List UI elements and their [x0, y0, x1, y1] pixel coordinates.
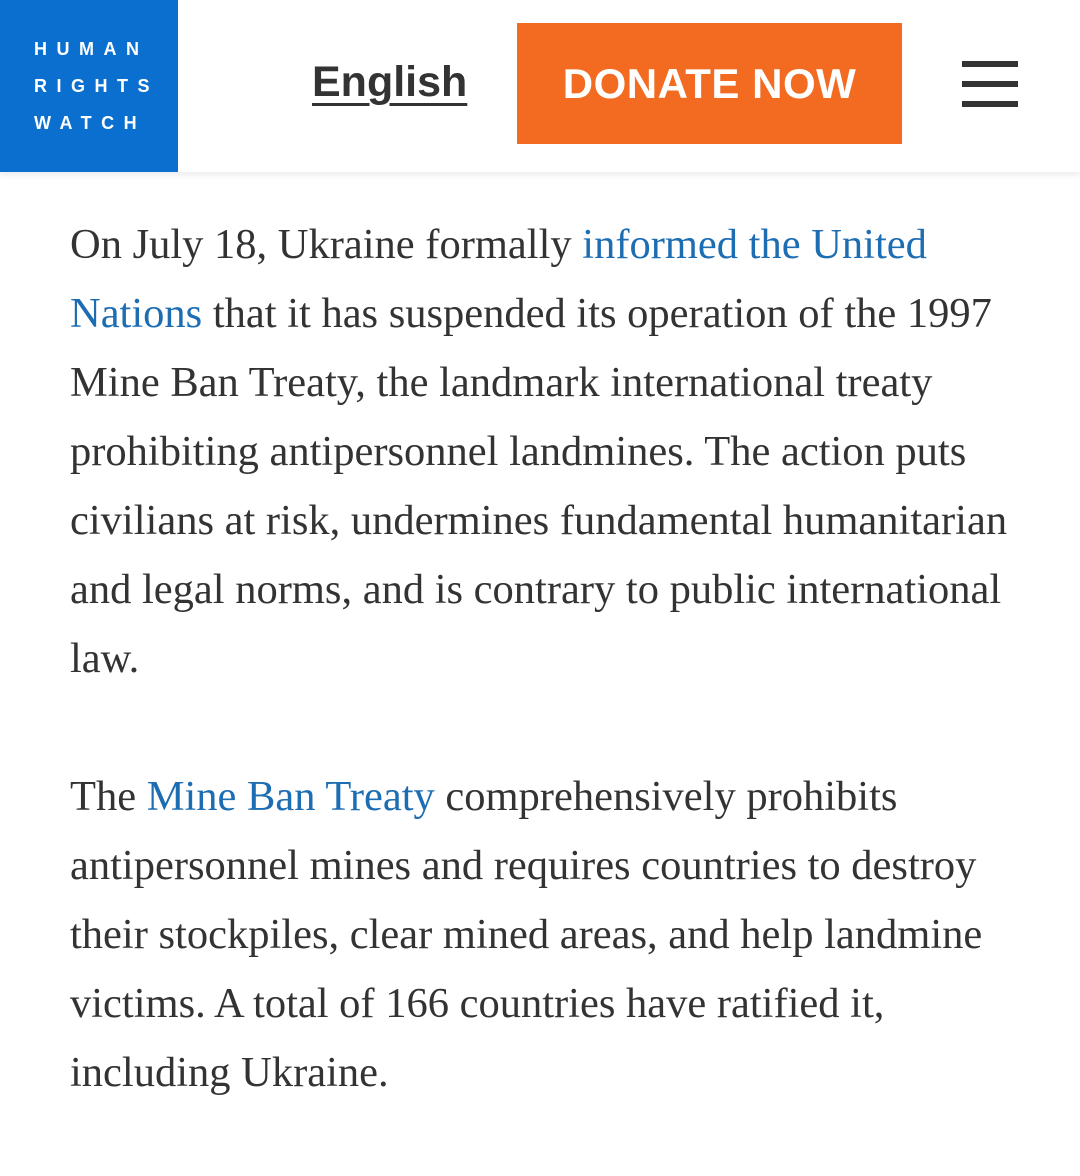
menu-bar-bottom	[962, 101, 1018, 107]
logo-line-watch: WATCH	[34, 112, 147, 133]
paragraph-2-text-end: comprehensively prohibits antipersonnel mines and requires countries to destroy their stockpiles, clear mined areas, and help landmine victims. A total of 166 countries have ratified it, including Ukraine.	[70, 773, 983, 1096]
informed-un-link[interactable]: informed the United Nations	[70, 221, 927, 337]
language-selector-link[interactable]: English	[312, 58, 468, 106]
paragraph-1-text-end: that it has suspended its operation of the 1997 Mine Ban Treaty, the landmark international treaty prohibiting antipersonnel landmines. The action puts civilians at risk, undermines fundamental humanitarian and legal norms, and is contrary to public international law.	[70, 290, 1008, 682]
site-header	[0, 0, 1080, 172]
logo-line-human: HUMAN	[34, 38, 149, 59]
paragraph-1-text-start: On July 18, Ukraine formally	[70, 221, 583, 268]
donate-now-button[interactable]: DONATE NOW	[517, 23, 902, 144]
menu-bar-top	[962, 61, 1018, 67]
hrw-logo[interactable]	[0, 0, 178, 172]
article-paragraph-1	[70, 210, 1030, 693]
article-body	[70, 210, 1030, 1176]
mine-ban-treaty-link[interactable]: Mine Ban Treaty	[146, 773, 435, 820]
article-paragraph-2	[70, 762, 1030, 1107]
hamburger-menu-icon[interactable]	[962, 61, 1018, 107]
logo-line-rights: RIGHTS	[34, 75, 160, 96]
paragraph-2-text-start: The	[70, 773, 147, 820]
menu-bar-middle	[962, 81, 1018, 87]
